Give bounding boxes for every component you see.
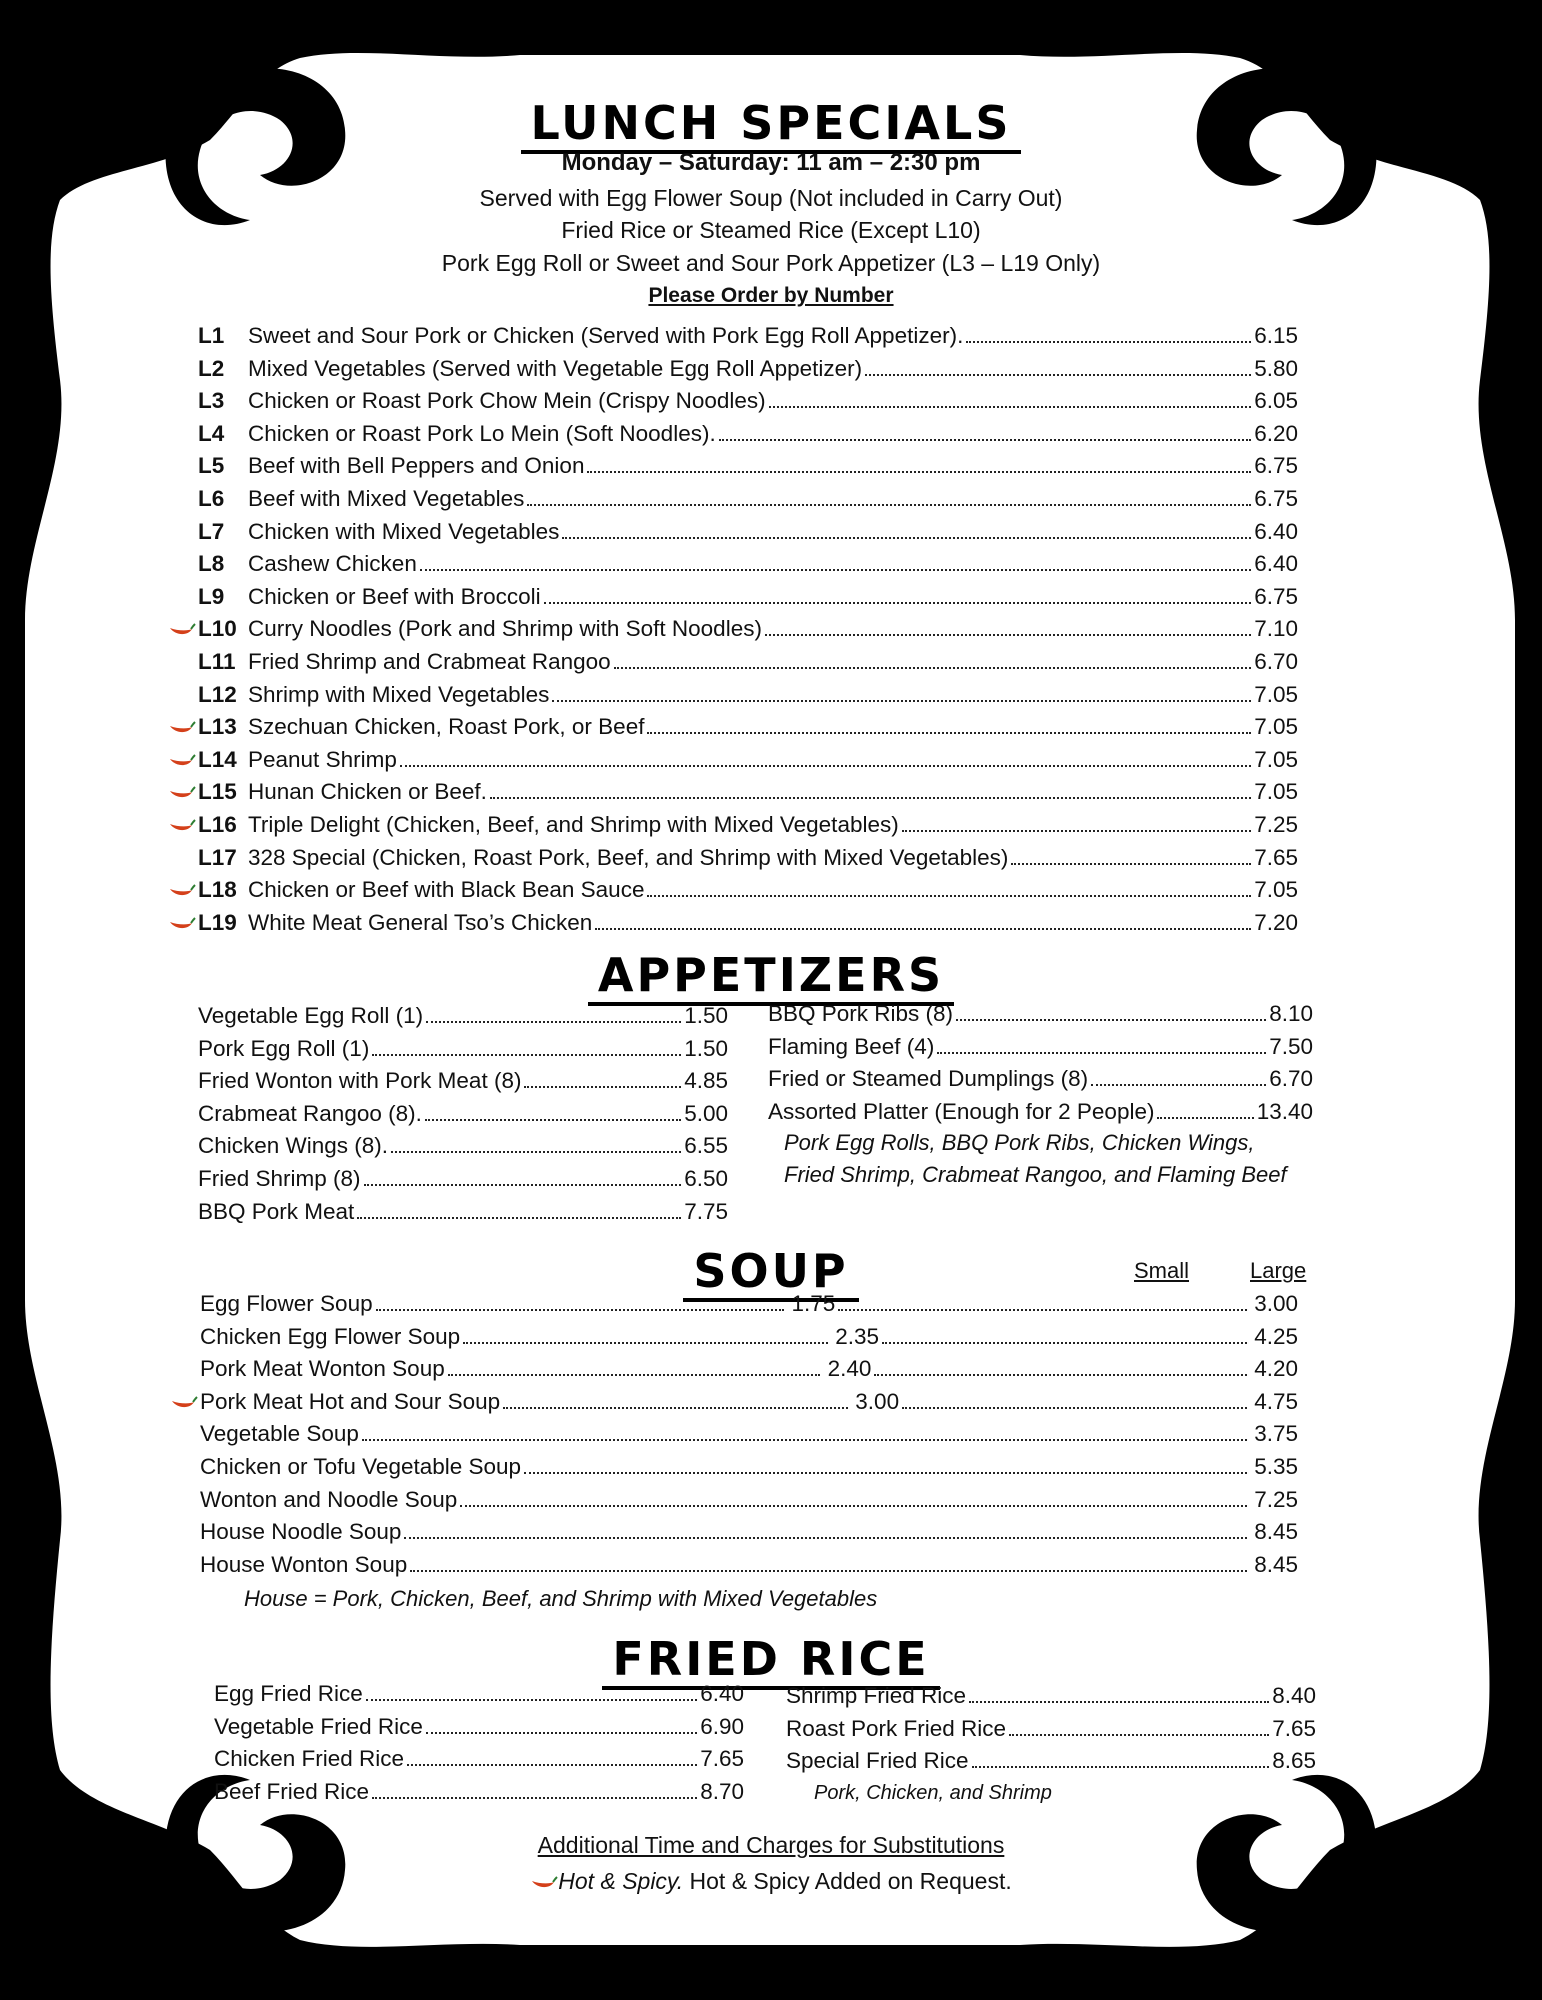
appetizer-item (768, 998, 1313, 1031)
item-name: Assorted Platter (Enough for 2 People) (768, 1098, 1155, 1124)
item-price: 7.05 (1254, 746, 1298, 772)
item-price: 1.50 (684, 1003, 728, 1028)
dot-leader (448, 1374, 821, 1376)
item-price-small: 2.35 (835, 1323, 880, 1349)
item-name: Chicken Wings (8). (198, 1133, 389, 1159)
lunch-hours: Monday – Saturday: 11 am – 2:30 pm (561, 149, 981, 176)
lunch-item (168, 744, 1298, 777)
item-number: L1 (198, 323, 225, 348)
lunch-item (168, 548, 1298, 581)
lunch-item (168, 385, 1298, 418)
item-price: 6.75 (1254, 453, 1298, 479)
item-name: Pork Meat Hot and Sour Soup (200, 1388, 501, 1414)
item-name: Chicken or Tofu Vegetable Soup (200, 1453, 522, 1479)
item-name: Peanut Shrimp (248, 746, 397, 772)
dot-leader (426, 1021, 681, 1023)
item-price: 7.20 (1254, 909, 1298, 935)
dot-leader (562, 537, 1251, 539)
item-price-large: 8.45 (1254, 1551, 1298, 1577)
lunch-item (168, 450, 1298, 483)
lunch-item (168, 516, 1298, 549)
lunch-item (168, 581, 1298, 614)
dot-leader (552, 700, 1251, 702)
lunch-item (168, 842, 1298, 875)
item-price: 8.40 (1272, 1683, 1316, 1708)
appetizer-item (198, 1000, 728, 1033)
item-name: Cashew Chicken (248, 551, 417, 577)
item-name: Chicken Fried Rice (214, 1746, 405, 1772)
fried-rice-item (214, 1711, 744, 1744)
soup-list (170, 1288, 1298, 1581)
dot-leader (372, 1797, 697, 1799)
item-name: Chicken or Beef with Broccoli (248, 583, 541, 609)
item-price: 7.75 (684, 1198, 728, 1224)
spicy-legend-label: Hot & Spicy. (558, 1868, 684, 1894)
item-price: 7.50 (1269, 1033, 1313, 1059)
dot-leader (524, 1086, 681, 1088)
dot-leader (902, 830, 1251, 832)
item-number: L12 (198, 681, 237, 707)
item-price: 6.90 (700, 1713, 744, 1739)
item-price-large: 8.45 (1254, 1519, 1298, 1545)
chili-pepper-icon (170, 1386, 200, 1419)
dot-leader (391, 1151, 681, 1153)
lunch-item (168, 613, 1298, 646)
item-name: Vegetable Soup (200, 1421, 359, 1447)
dot-leader (376, 1309, 785, 1311)
appetizers-left-list (198, 1000, 728, 1228)
dot-leader (595, 928, 1251, 930)
item-name: Beef with Mixed Vegetables (248, 485, 525, 511)
dot-leader (357, 1217, 681, 1219)
lunch-item (168, 483, 1298, 516)
item-name: Crabmeat Rangoo (8). (198, 1100, 422, 1126)
fried-rice-item (214, 1776, 744, 1809)
dot-leader (647, 732, 1251, 734)
chili-pepper-icon (168, 744, 198, 777)
chili-pepper-icon (168, 809, 198, 842)
item-price: 5.00 (684, 1100, 728, 1126)
soup-item (170, 1353, 1298, 1386)
dot-leader (765, 634, 1251, 636)
item-name: Hunan Chicken or Beef. (248, 779, 487, 805)
soup-item (170, 1451, 1298, 1484)
item-name: Chicken or Beef with Black Bean Sauce (248, 877, 645, 903)
item-price-small: 2.40 (827, 1356, 872, 1382)
dot-leader (902, 1407, 1247, 1409)
lunch-item (168, 320, 1298, 353)
lunch-item (168, 679, 1298, 712)
dot-leader (874, 1374, 1247, 1376)
item-number: L11 (198, 648, 236, 674)
house-note: House = Pork, Chicken, Beef, and Shrimp with Mixed Vegetables (244, 1586, 878, 1611)
chili-pepper-icon (168, 711, 198, 744)
appetizer-item (198, 1163, 728, 1196)
item-name: Curry Noodles (Pork and Shrimp with Soft Noodles) (248, 616, 762, 642)
chili-pepper-icon (168, 907, 198, 940)
dot-leader (490, 797, 1251, 799)
dot-leader (937, 1052, 1266, 1054)
item-number: L13 (198, 714, 237, 740)
item-name: Chicken or Roast Pork Lo Mein (Soft Noodles). (248, 420, 716, 446)
dot-leader (410, 1570, 1247, 1572)
spicy-legend (0, 1866, 1542, 1896)
appetizer-item (768, 1063, 1313, 1096)
item-name: Sweet and Sour Pork or Chicken (Served with Pork Egg Roll Appetizer). (248, 323, 964, 348)
soup-item (170, 1516, 1298, 1549)
dot-leader (407, 1764, 697, 1766)
item-price: 6.75 (1254, 583, 1298, 609)
item-price: 6.40 (1254, 518, 1298, 544)
item-price: 7.05 (1254, 779, 1298, 805)
item-name: Szechuan Chicken, Roast Pork, or Beef (248, 714, 645, 740)
chili-pepper-icon (530, 1868, 558, 1894)
item-price-large: 4.75 (1254, 1388, 1299, 1414)
item-price: 7.65 (700, 1746, 744, 1772)
dot-leader (463, 1342, 828, 1344)
soup-item (170, 1386, 1298, 1419)
item-number: L10 (198, 616, 237, 642)
dot-leader (719, 439, 1252, 441)
item-name: Beef Fried Rice (214, 1778, 370, 1804)
lunch-item (168, 711, 1298, 744)
appetizer-item (198, 1130, 728, 1163)
item-name: Chicken or Roast Pork Chow Mein (Crispy Noodles) (248, 388, 766, 414)
item-name: Wonton and Noodle Soup (200, 1486, 458, 1512)
item-number: L5 (198, 453, 225, 479)
item-number: L6 (198, 485, 225, 511)
lunch-appetizer-note: Pork Egg Roll or Sweet and Sour Pork Appetizer (L3 – L19 Only) (441, 250, 1101, 276)
item-number: L3 (198, 388, 225, 414)
item-price: 6.20 (1254, 420, 1298, 446)
item-price: 8.65 (1272, 1748, 1316, 1774)
item-name: Egg Flower Soup (200, 1291, 373, 1316)
item-price: 7.05 (1254, 877, 1298, 903)
platter-note-2: Fried Shrimp, Crabmeat Rangoo, and Flaming Beef (784, 1162, 1287, 1187)
item-name: Chicken with Mixed Vegetables (248, 518, 560, 544)
soup-item (170, 1321, 1298, 1354)
order-by-number-note: Please Order by Number (648, 284, 894, 307)
dot-leader (956, 1019, 1266, 1021)
item-number: L19 (198, 909, 237, 935)
lunch-item (168, 809, 1298, 842)
item-price: 7.10 (1254, 616, 1298, 642)
fried-rice-title: FRIED RICE (0, 1632, 1542, 1686)
item-name: White Meat General Tso’s Chicken (248, 909, 593, 935)
dot-leader (366, 1699, 697, 1701)
item-price: 6.70 (1269, 1066, 1313, 1092)
fried-rice-item (786, 1745, 1316, 1778)
soup-item (170, 1549, 1298, 1582)
appetizers-right-list (768, 998, 1313, 1128)
item-name: House Wonton Soup (200, 1551, 408, 1577)
item-price: 6.15 (1254, 323, 1298, 348)
item-price-large: 3.75 (1254, 1421, 1298, 1447)
item-name: Roast Pork Fried Rice (786, 1715, 1007, 1741)
item-price: 7.05 (1254, 714, 1298, 740)
appetizer-item (198, 1098, 728, 1131)
dot-leader (372, 1054, 681, 1056)
lunch-item (168, 353, 1298, 386)
dot-leader (460, 1505, 1247, 1507)
item-price: 8.70 (700, 1778, 744, 1804)
appetizer-item (768, 1031, 1313, 1064)
item-name: House Noodle Soup (200, 1519, 402, 1545)
dot-leader (969, 1701, 1269, 1703)
item-price: 6.40 (700, 1681, 744, 1706)
lunch-specials-list (168, 320, 1298, 939)
item-number: L7 (198, 518, 225, 544)
item-price-small: 1.75 (791, 1291, 836, 1316)
dot-leader (865, 374, 1251, 376)
item-price: 6.50 (684, 1165, 728, 1191)
item-price-large: 7.25 (1254, 1486, 1298, 1512)
fried-rice-left-list (214, 1678, 744, 1808)
item-name: Beef with Bell Peppers and Onion (248, 453, 585, 479)
item-price-large: 4.20 (1254, 1356, 1299, 1382)
item-name: Fried or Steamed Dumplings (8) (768, 1066, 1089, 1092)
dot-leader (966, 341, 1251, 343)
item-name: Fried Shrimp (8) (198, 1165, 361, 1191)
item-price-small: 3.00 (855, 1388, 900, 1414)
dot-leader (425, 1119, 681, 1121)
chili-pepper-icon (168, 776, 198, 809)
item-price-large: 4.25 (1254, 1323, 1299, 1349)
chili-pepper-icon (168, 874, 198, 907)
dot-leader (1011, 863, 1251, 865)
substitutions-note: Additional Time and Charges for Substitutions (537, 1832, 1005, 1858)
dot-leader (1009, 1734, 1269, 1736)
appetizer-item (768, 1096, 1313, 1129)
item-price: 8.10 (1269, 1001, 1313, 1026)
soup-col-small: Small (1134, 1258, 1190, 1283)
dot-leader (614, 667, 1252, 669)
item-price: 6.40 (1254, 551, 1298, 577)
fried-rice-item (786, 1680, 1316, 1713)
soup-item (170, 1288, 1298, 1321)
special-rice-note: Pork, Chicken, and Shrimp (814, 1782, 1052, 1804)
item-price: 6.70 (1254, 648, 1298, 674)
dot-leader (972, 1766, 1270, 1768)
item-name: Chicken Egg Flower Soup (200, 1323, 461, 1349)
item-name: BBQ Pork Meat (198, 1198, 355, 1224)
item-price: 7.65 (1254, 844, 1298, 870)
item-name: 328 Special (Chicken, Roast Pork, Beef, and Shrimp with Mixed Vegetables) (248, 844, 1009, 870)
item-price: 13.40 (1256, 1098, 1313, 1124)
dot-leader (503, 1407, 848, 1409)
dot-leader (544, 602, 1252, 604)
item-price: 6.75 (1254, 485, 1298, 511)
lunch-item (168, 646, 1298, 679)
fried-rice-item (214, 1678, 744, 1711)
item-price: 7.05 (1254, 681, 1298, 707)
item-name: Triple Delight (Chicken, Beef, and Shrimp with Mixed Vegetables) (248, 811, 899, 837)
item-number: L16 (198, 811, 237, 837)
item-price: 6.05 (1254, 388, 1298, 414)
item-name: BBQ Pork Ribs (8) (768, 1001, 954, 1026)
dot-leader (420, 569, 1251, 571)
lunch-served-with: Served with Egg Flower Soup (Not included in Carry Out) (479, 185, 1063, 211)
appetizer-item (198, 1033, 728, 1066)
chili-pepper-icon (168, 613, 198, 646)
dot-leader (1091, 1084, 1266, 1086)
item-name: Pork Meat Wonton Soup (200, 1356, 445, 1382)
lunch-item (168, 874, 1298, 907)
fried-rice-item (786, 1713, 1316, 1746)
dot-leader (400, 765, 1251, 767)
lunch-item (168, 907, 1298, 940)
dot-leader (647, 895, 1251, 897)
item-name: Pork Egg Roll (1) (198, 1035, 370, 1061)
item-number: L9 (198, 583, 225, 609)
dot-leader (527, 504, 1251, 506)
item-name: Fried Shrimp and Crabmeat Rangoo (248, 648, 611, 674)
appetizer-item (198, 1196, 728, 1229)
dot-leader (769, 406, 1252, 408)
dot-leader (838, 1309, 1247, 1311)
item-number: L8 (198, 551, 225, 577)
item-name: Vegetable Egg Roll (1) (198, 1003, 424, 1028)
lunch-item (168, 776, 1298, 809)
spicy-legend-text: Hot & Spicy Added on Request. (689, 1868, 1012, 1894)
item-price: 4.85 (684, 1068, 728, 1094)
lunch-specials-title: LUNCH SPECIALS (0, 96, 1542, 150)
lunch-rice-note: Fried Rice or Steamed Rice (Except L10) (561, 217, 981, 243)
item-number: L15 (198, 779, 237, 805)
item-price: 7.65 (1272, 1715, 1316, 1741)
soup-item (170, 1484, 1298, 1517)
platter-note-1: Pork Egg Rolls, BBQ Pork Ribs, Chicken Wings, (784, 1130, 1255, 1155)
item-number: L14 (198, 746, 237, 772)
dot-leader (364, 1184, 682, 1186)
item-price: 5.80 (1254, 355, 1298, 381)
item-price: 6.55 (684, 1133, 728, 1159)
soup-item (170, 1418, 1298, 1451)
item-price-large: 3.00 (1254, 1291, 1299, 1316)
item-name: Flaming Beef (4) (768, 1033, 935, 1059)
dot-leader (426, 1732, 697, 1734)
item-name: Shrimp Fried Rice (786, 1683, 967, 1708)
item-name: Mixed Vegetables (Served with Vegetable Egg Roll Appetizer) (248, 355, 863, 381)
dot-leader (362, 1439, 1247, 1441)
fried-rice-item (214, 1743, 744, 1776)
item-name: Egg Fried Rice (214, 1681, 363, 1706)
item-name: Vegetable Fried Rice (214, 1713, 423, 1739)
soup-title: SOUP (0, 1244, 1542, 1298)
dot-leader (524, 1472, 1247, 1474)
fried-rice-right-list (786, 1680, 1316, 1778)
dot-leader (882, 1342, 1247, 1344)
dot-leader (1157, 1117, 1253, 1119)
item-name: Special Fried Rice (786, 1748, 969, 1774)
item-price: 7.25 (1254, 811, 1298, 837)
appetizers-title: APPETIZERS (0, 948, 1542, 1002)
item-number: L2 (198, 355, 225, 381)
item-price-large: 5.35 (1254, 1453, 1298, 1479)
item-number: L18 (198, 877, 237, 903)
item-number: L4 (198, 420, 225, 446)
dot-leader (587, 471, 1251, 473)
lunch-item (168, 418, 1298, 451)
item-name: Fried Wonton with Pork Meat (8) (198, 1068, 522, 1094)
dot-leader (404, 1537, 1247, 1539)
item-name: Shrimp with Mixed Vegetables (248, 681, 550, 707)
soup-col-large: Large (1250, 1258, 1307, 1283)
item-number: L17 (198, 844, 237, 870)
item-price: 1.50 (684, 1035, 728, 1061)
appetizer-item (198, 1065, 728, 1098)
